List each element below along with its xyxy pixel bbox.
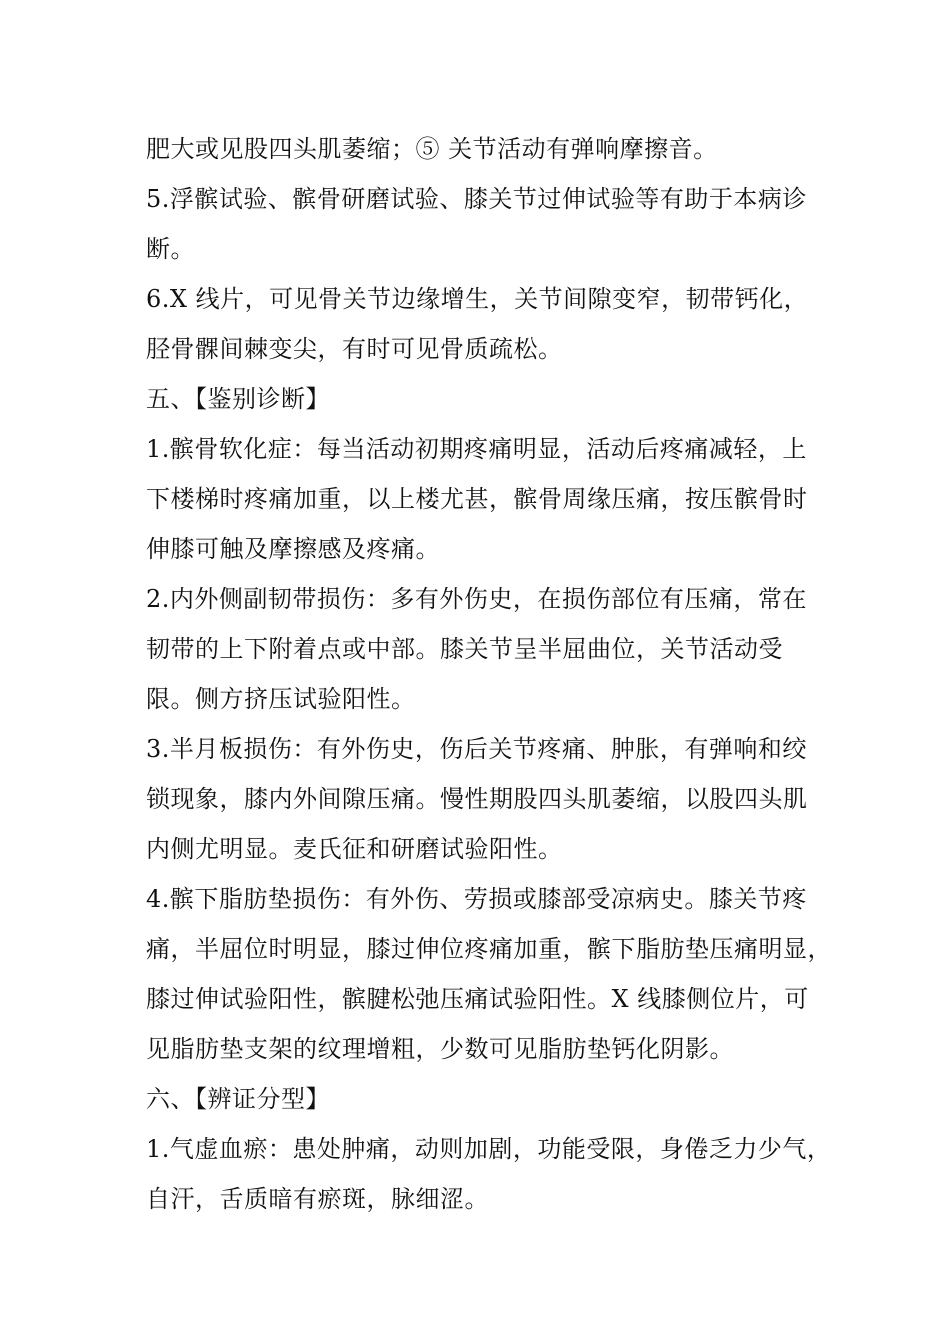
text-line: 5.浮髌试验、髌骨研磨试验、膝关节过伸试验等有助于本病诊 <box>146 185 807 213</box>
text-line: 内侧尤明显。麦氏征和研磨试验阳性。 <box>146 835 563 863</box>
text-line: 下楼梯时疼痛加重，以上楼尤甚，髌骨周缘压痛，按压髌骨时 <box>146 485 808 513</box>
document-page <box>146 124 832 1224</box>
text-line: 胫骨髁间棘变尖，有时可见骨质疏松。 <box>146 335 563 363</box>
text-line: 痛，半屈位时明显，膝过伸位疼痛加重，髌下脂肪垫压痛明显， <box>146 935 832 963</box>
section-heading: 六、【辨证分型】 <box>146 1085 330 1113</box>
text-line: 3.半月板损伤：有外伤史，伤后关节疼痛、肿胀，有弹响和绞 <box>146 735 807 763</box>
text-line: 膝过伸试验阳性，髌腱松弛压痛试验阳性。X 线膝侧位片，可 <box>146 985 809 1013</box>
text-line: 1.髌骨软化症：每当活动初期疼痛明显，活动后疼痛减轻，上 <box>146 435 807 463</box>
text-line: 6.X 线片，可见骨关节边缘增生，关节间隙变窄，韧带钙化， <box>146 285 809 313</box>
text-line: 2.内外侧副韧带损伤：多有外伤史，在损伤部位有压痛，常在 <box>146 585 807 613</box>
text-line: 限。侧方挤压试验阳性。 <box>146 685 416 713</box>
text-line: 见脂肪垫支架的纹理增粗，少数可见脂肪垫钙化阴影。 <box>146 1035 734 1063</box>
text-line: 4.髌下脂肪垫损伤：有外伤、劳损或膝部受凉病史。膝关节疼 <box>146 885 807 913</box>
text-line: 锁现象，膝内外间隙压痛。慢性期股四头肌萎缩，以股四头肌 <box>146 785 808 813</box>
text-line: 1.气虚血瘀：患处肿痛，动则加剧，功能受限，身倦乏力少气， <box>146 1135 832 1163</box>
text-line: 肥大或见股四头肌萎缩；⑤ 关节活动有弹响摩擦音。 <box>146 135 718 163</box>
text-line: 伸膝可触及摩擦感及疼痛。 <box>146 535 440 563</box>
text-line: 断。 <box>146 235 195 263</box>
text-line: 韧带的上下附着点或中部。膝关节呈半屈曲位，关节活动受 <box>146 635 783 663</box>
section-heading: 五、【鉴别诊断】 <box>146 385 330 413</box>
text-line: 自汗，舌质暗有瘀斑，脉细涩。 <box>146 1185 489 1213</box>
